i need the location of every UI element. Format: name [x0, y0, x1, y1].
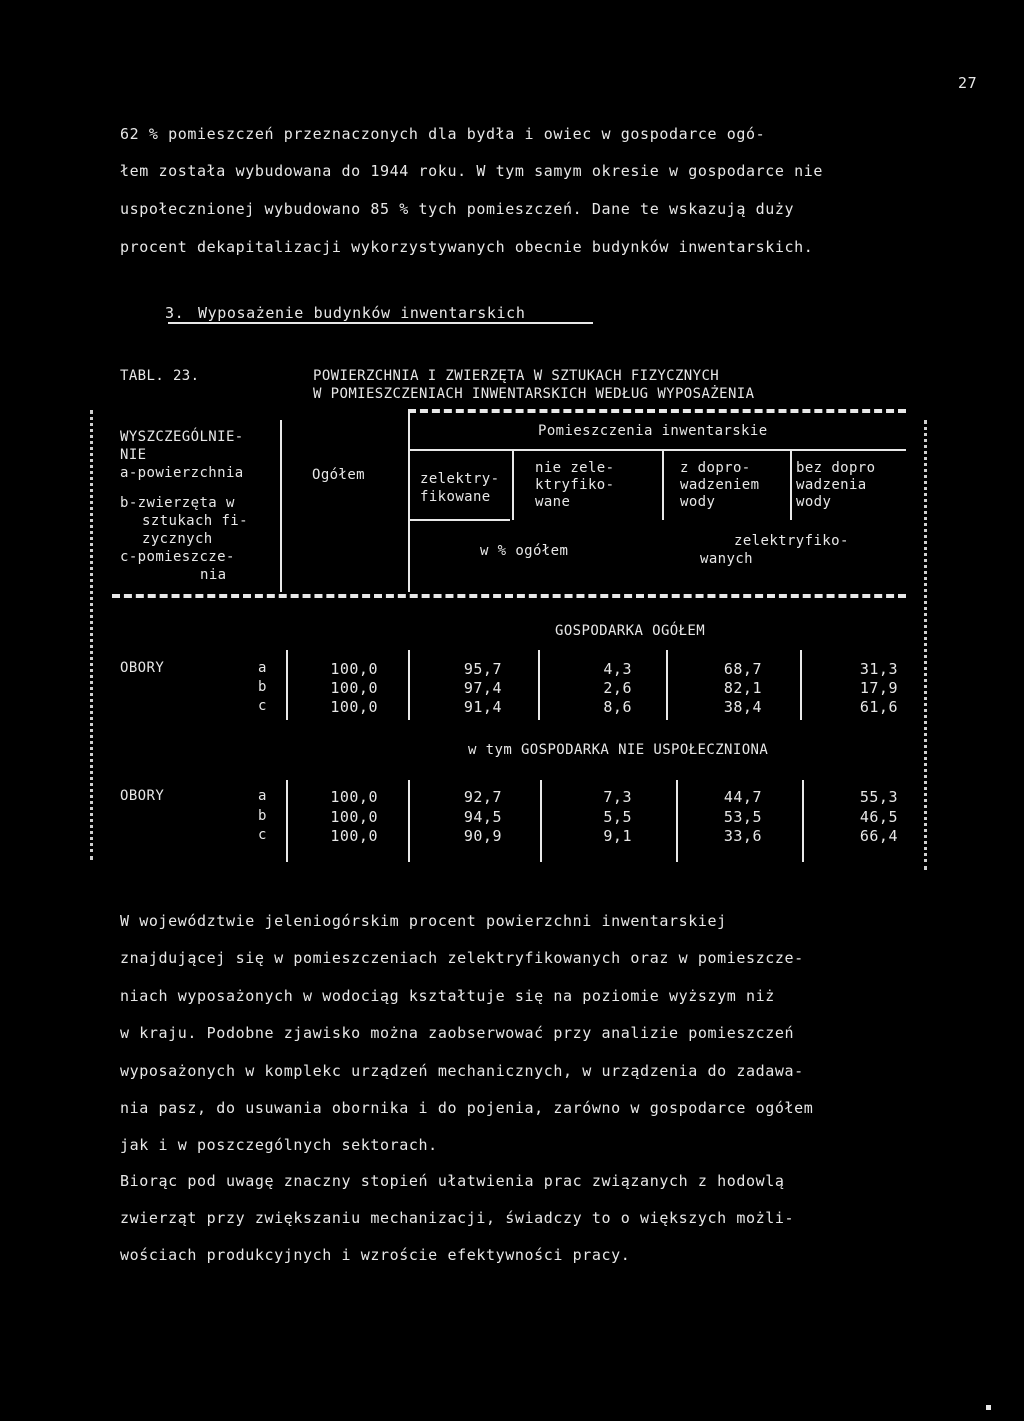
section-title: Wyposażenie budynków inwentarskich	[198, 304, 526, 322]
intro-line: łem została wybudowana do 1944 roku. W tym samym okresie w gospodarce nie	[120, 162, 824, 180]
stub-header-line: c-pomieszcze-	[120, 549, 235, 565]
row-key: b	[258, 808, 267, 824]
row-key: c	[258, 827, 267, 843]
row-key: c	[258, 698, 267, 714]
col-header-with-water	[680, 460, 759, 511]
col-header-line: ktryfiko-	[535, 477, 615, 493]
closing-line: wyposażonych w komplekс urządzeń mechanicznych, w urządzenia do zadawa-	[120, 1062, 804, 1080]
stub-header-line: NIE	[120, 447, 147, 463]
table-right-border	[924, 420, 927, 870]
page-number: 27	[958, 74, 978, 92]
table-title-line2: W POMIESZCZENIACH INWENTARSKICH WEDŁUG WYPOSAŻENIA	[313, 386, 755, 402]
stub-header-line	[120, 482, 248, 494]
stub-header-line: WYSZCZEGÓLNIE-	[120, 429, 244, 445]
closing-line: znajdującej się w pomieszczeniach zelektryfikowanych oraz w pomieszcze-	[120, 949, 804, 967]
cell-without-water: 31,3	[859, 660, 898, 678]
closing-line: W województwie jeleniogórskim procent powierzchni inwentarskiej	[120, 912, 727, 930]
cell-not-electrified: 9,1	[603, 827, 632, 845]
table-title-line1: POWIERZCHNIA I ZWIERZĘTA W SZTUKACH FIZYCZNYCH	[313, 368, 720, 384]
col-header-line: wadzenia	[796, 477, 867, 493]
group-header-rule	[410, 449, 906, 451]
body-divider	[408, 780, 410, 862]
closing-line: Biorąc pod uwagę znaczny stopień ułatwienia prac związanych z hodowlą	[120, 1172, 785, 1190]
closing-line: jak i w poszczególnych sektorach.	[120, 1136, 438, 1154]
body-divider	[666, 650, 668, 720]
cell-with-water: 33,6	[723, 827, 762, 845]
col-header-line: wadzeniem	[680, 477, 760, 493]
unit-label-left: w % ogółem	[480, 543, 569, 559]
cell-not-electrified: 4,3	[603, 660, 632, 678]
col-header-line: nie zele-	[535, 460, 615, 476]
closing-line: niach wyposażonych w wodociąg kształtuje się na poziomie wyższym niż	[120, 987, 775, 1005]
subheader-rule	[410, 519, 510, 521]
cell-with-water: 44,7	[723, 788, 762, 806]
col-header-line: bez dopro	[796, 460, 876, 476]
body-divider	[408, 650, 410, 720]
unit-label-line: wanych	[700, 551, 753, 567]
cell-total: 100,0	[330, 827, 378, 845]
body-divider	[538, 650, 540, 720]
header-divider	[280, 420, 282, 592]
stub-header-line: sztukach fi-	[142, 513, 248, 529]
col-header-total: Ogółem	[312, 467, 365, 483]
row-group-label: OBORY	[120, 660, 165, 676]
cell-electrified: 95,7	[463, 660, 502, 678]
col-header-not-electrified	[535, 460, 614, 511]
unit-label-line: zelektryfiko-	[734, 533, 849, 549]
header-divider	[408, 410, 410, 592]
cell-without-water: 17,9	[859, 679, 898, 697]
row-key: b	[258, 679, 267, 695]
body-divider	[802, 780, 804, 862]
col-header-line: fikowane	[420, 489, 491, 505]
col-header-electrified	[420, 470, 499, 506]
table-label: TABL. 23.	[120, 368, 200, 384]
cell-electrified: 92,7	[463, 788, 502, 806]
col-header-line: z dopro-	[680, 460, 751, 476]
closing-line: w kraju. Podobne zjawisko można zaobserwować przy analizie pomieszczeń	[120, 1024, 795, 1042]
scan-speck	[986, 1405, 991, 1410]
intro-line: procent dekapitalizacji wykorzystywanych obecnie budynków inwentarskich.	[120, 238, 814, 256]
closing-line: zwierząt przy zwiększaniu mechanizacji, świadczy to o większych możli-	[120, 1209, 795, 1227]
cell-total: 100,0	[330, 788, 378, 806]
stub-header-line: zycznych	[142, 531, 213, 547]
row-key: a	[258, 788, 267, 804]
intro-line: 62 % pomieszczeń przeznaczonych dla bydła i owiec w gospodarce ogó-	[120, 125, 766, 143]
header-bottom-rule	[112, 594, 906, 598]
header-divider	[662, 450, 664, 520]
col-header-line: zelektry-	[420, 471, 500, 487]
cell-with-water: 53,5	[723, 808, 762, 826]
col-header-line: wody	[796, 494, 832, 510]
cell-not-electrified: 8,6	[603, 698, 632, 716]
stub-header-line: a-powierzchnia	[120, 465, 244, 481]
stub-header-line: b-zwierzęta w	[120, 495, 235, 511]
cell-not-electrified: 5,5	[603, 808, 632, 826]
cell-electrified: 94,5	[463, 808, 502, 826]
row-group-label: OBORY	[120, 788, 165, 804]
cell-not-electrified: 7,3	[603, 788, 632, 806]
section-number: 3.	[165, 304, 185, 322]
cell-with-water: 82,1	[723, 679, 762, 697]
section-heading: w tym GOSPODARKA NIE USPOŁECZNIONA	[468, 742, 769, 758]
cell-without-water: 46,5	[859, 808, 898, 826]
intro-line: uspołecznionej wybudowano 85 % tych pomieszczeń. Dane te wskazują duży	[120, 200, 795, 218]
section-underline	[168, 322, 593, 324]
table-top-rule	[408, 409, 906, 413]
col-header-line: wane	[535, 494, 571, 510]
cell-with-water: 68,7	[723, 660, 762, 678]
section-heading: GOSPODARKA OGÓŁEM	[555, 623, 706, 639]
stub-header-line: nia	[200, 567, 227, 583]
unit-label-right	[700, 532, 849, 568]
cell-without-water: 66,4	[859, 827, 898, 845]
cell-total: 100,0	[330, 679, 378, 697]
cell-with-water: 38,4	[723, 698, 762, 716]
col-header-without-water	[796, 460, 875, 511]
cell-total: 100,0	[330, 660, 378, 678]
cell-without-water: 61,6	[859, 698, 898, 716]
table-left-border	[90, 410, 93, 860]
stub-header	[120, 428, 248, 584]
cell-electrified: 97,4	[463, 679, 502, 697]
col-header-line: wody	[680, 494, 716, 510]
closing-line: nia pasz, do usuwania obornika i do pojenia, zarówno w gospodarce ogółem	[120, 1099, 814, 1117]
cell-electrified: 91,4	[463, 698, 502, 716]
cell-total: 100,0	[330, 698, 378, 716]
cell-total: 100,0	[330, 808, 378, 826]
header-divider	[790, 450, 792, 520]
col-group-header: Pomieszczenia inwentarskie	[538, 423, 768, 439]
cell-electrified: 90,9	[463, 827, 502, 845]
cell-without-water: 55,3	[859, 788, 898, 806]
cell-not-electrified: 2,6	[603, 679, 632, 697]
body-divider	[800, 650, 802, 720]
closing-line: wościach produkcyjnych i wzroście efektywności pracy.	[120, 1246, 631, 1264]
header-divider	[512, 450, 514, 520]
row-key: a	[258, 660, 267, 676]
